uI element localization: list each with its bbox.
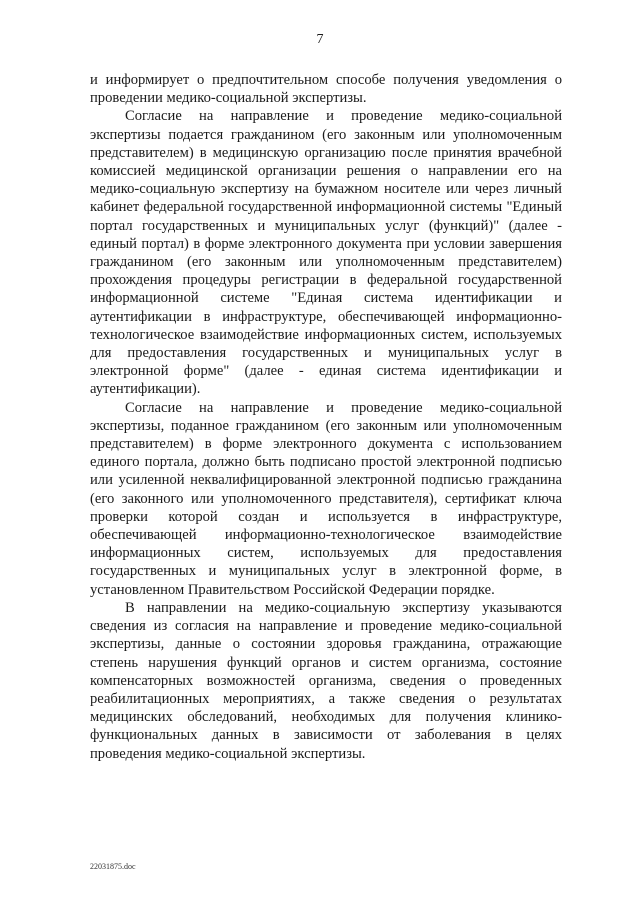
paragraph-referral-contents: В направлении на медико-социальную экспертизу указываются сведения из согласия на направление и проведение медико-социальной экспертизы, данные о состоянии здоровья гражданина, отражающие степень нарушения функций органов и систем организма, состояние компенсаторных возможностей организма, сведения о проведенных реабилитационных мероприятиях, а также сведения о результатах медицинских обследований, необходимых для получения клинико-функциональных данных в зависимости от заболевания в целях проведения медико-социальной экспертизы. (90, 599, 562, 762)
page-number: 7 (316, 32, 324, 47)
paragraph-consent-submission: Согласие на направление и проведение медико-социальной экспертизы подается гражданином (его законным или уполномоченным представителем) в медицинскую организацию после принятия врачебной комиссией медицинской организации решения о направлении его на медико-социальную экспертизу на бумажном носителе или через личный кабинет федеральной государственной информационной системы "Единый портал государственных и муниципальных услуг (функций)" (далее - единый портал) в форме электронного документа при условии завершения гражданином (его законным или уполномоченным представителем) прохождения процедуры регистрации в федеральной государственной информационной системе "Единая система идентификации и аутентификации в инфраструктуре, обеспечивающей информационно-технологическое взаимодействие информационных систем, используемых для предоставления государственных и муниципальных услуг в электронной форме" (далее - единая система идентификации и аутентификации). (90, 108, 562, 398)
paragraph-electronic-signature: Согласие на направление и проведение медико-социальной экспертизы, поданное гражданином (его законным или уполномоченным представителем) в форме электронного документа с использованием единого портала, должно быть подписано простой электронной подписью или усиленной неквалифицированной электронной подписью гражданина (его законного или уполномоченного представителя), сертификат ключа проверки которой создан и используется в инфраструктуре, обеспечивающей информационно-технологическое взаимодействие информационных систем, используемых для предоставления государственных и муниципальных услуг в электронной форме, в установленном Правительством Российской Федерации порядке. (90, 399, 562, 598)
paragraph-continuation: и информирует о предпочтительном способе получения уведомления о проведении медико-социальной экспертизы. (90, 72, 562, 107)
footer-document-code: 22031875.doc (90, 862, 136, 871)
document-body (90, 71, 562, 763)
